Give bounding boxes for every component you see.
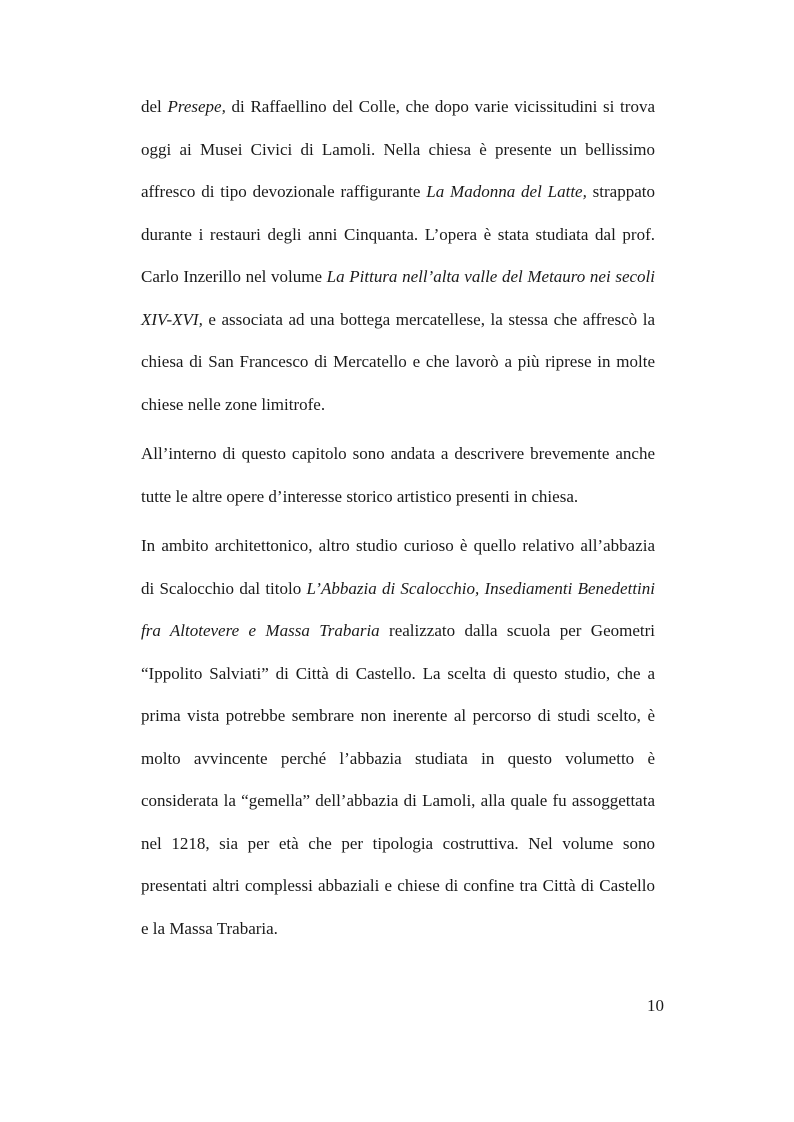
italic-title: La Madonna del Latte, — [426, 182, 587, 201]
text-segment: e associata ad una bottega mercatellese, la stessa che affrescò la chiesa di San Francesco di Mercatello e che lavorò a più riprese in molte chiese nelle zone limitrofe. — [141, 309, 655, 414]
italic-title: La Pittura nell’alta valle del Metauro nei secoli XIV-XVI, — [141, 267, 655, 329]
text-segment: realizzato dalla scuola per Geometri “Ippolito Salviati” di Città di Castello. La scelta di questo studio, che a prima vista potrebbe sembrare non inerente al percorso di studi scelto, è molto avvincente perché l’abbazia studiata in questo volumetto è considerata la “gemella” dell’abbazia di Lamoli, alla quale fu assoggettata nel 1218, sia per età che per tipologia costruttiva. Nel volume sono presentati altri complessi abbaziali e chiese di confine tra Città di Castello e la Massa Trabaria. — [141, 621, 655, 938]
text-segment: In ambito architettonico, altro studio curioso è quello relativo all’abbazia di Scalocchio dal titolo — [141, 536, 655, 598]
page-number: 10 — [647, 996, 664, 1015]
document-page-body — [141, 86, 655, 950]
text-segment: del — [141, 97, 168, 116]
paragraph — [141, 525, 655, 950]
paragraph — [141, 433, 655, 518]
text-segment: strappato durante i restauri degli anni Cinquanta. L’opera è stata studiata dal prof. Carlo Inzerillo nel volume — [141, 182, 655, 286]
paragraph — [141, 86, 655, 426]
text-segment: di Raffaellino del Colle, che dopo varie vicissitudini si trova oggi ai Musei Civici di Lamoli. Nella chiesa è presente un bellissimo affresco di tipo devozionale raffigurante — [141, 97, 655, 201]
text-segment: All’interno di questo capitolo sono andata a descrivere brevemente anche tutte le altre opere d’interesse storico artistico presenti in chiesa. — [141, 444, 655, 506]
italic-title: Presepe, — [167, 97, 226, 116]
italic-title: L’Abbazia di Scalocchio, Insediamenti Benedettini fra Altotevere e Massa Trabaria — [141, 578, 655, 640]
